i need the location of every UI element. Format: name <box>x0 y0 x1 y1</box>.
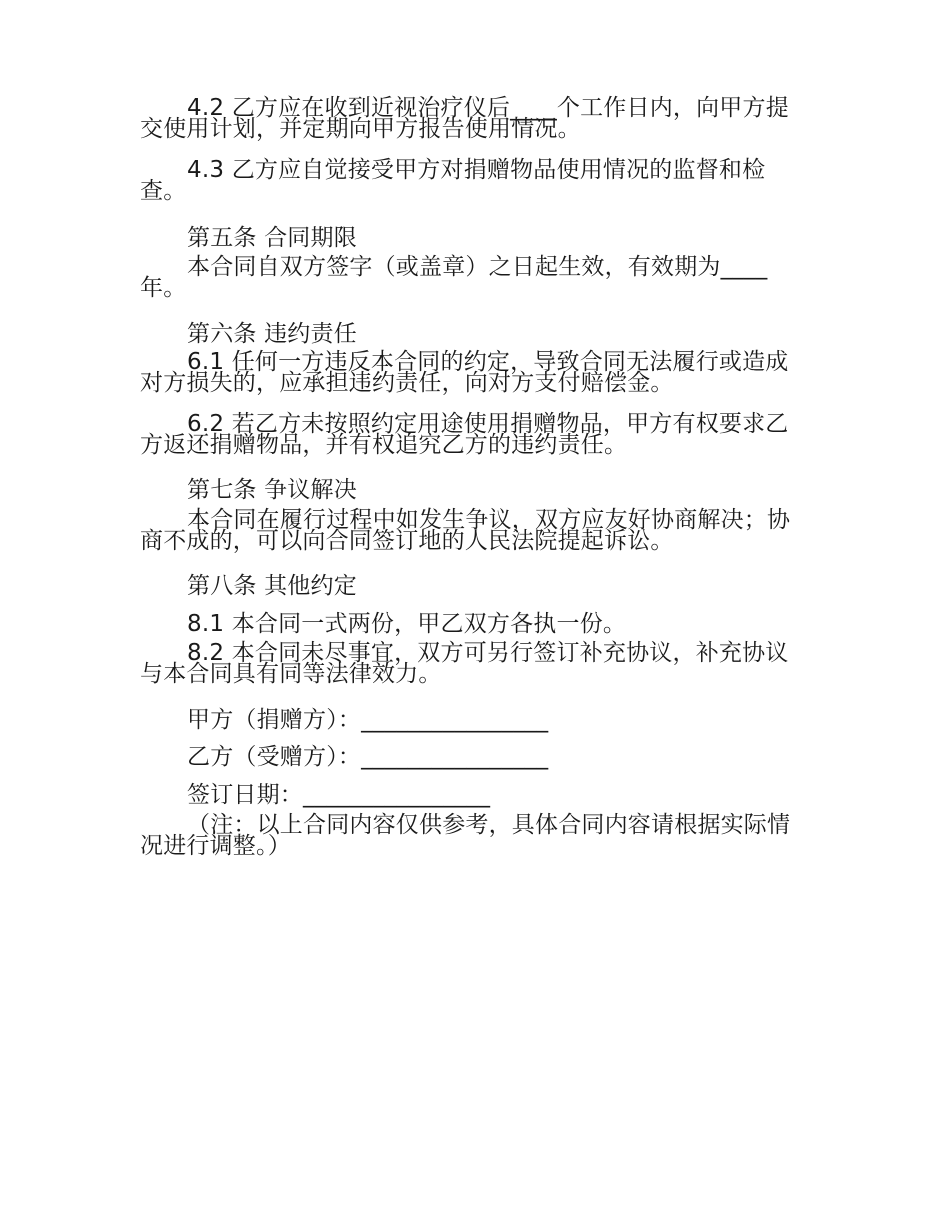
article-8-heading: 第八条 其他约定 <box>187 573 357 599</box>
term-clause: 本合同自双方签字（或盖章）之日起生效，有效期为____年。 <box>140 254 768 301</box>
clause-4-2: 4.2 乙方应在收到近视治疗仪后____个工作日内，向甲方提交使用计划，并定期向甲方报告使用情况。 <box>140 95 789 142</box>
article-6-heading: 第六条 违约责任 <box>187 321 357 347</box>
clause-8-1: 8.1 本合同一式两份，甲乙双方各执一份。 <box>187 611 627 637</box>
party-a-signature-line: 甲方（捐赠方）：________________ <box>187 707 549 733</box>
party-b-signature-line: 乙方（受赠方）：________________ <box>187 744 549 770</box>
clause-6-1: 6.1 任何一方违反本合同的约定，导致合同无法履行或造成对方损失的，应承担违约责任，向对方支付赔偿金。 <box>140 349 789 396</box>
signing-date-line: 签订日期：________________ <box>187 782 491 808</box>
clause-8-2: 8.2 本合同未尽事宜，双方可另行签订补充协议，补充协议与本合同具有同等法律效力。 <box>140 640 789 687</box>
clause-4-3: 4.3 乙方应自觉接受甲方对捐赠物品使用情况的监督和检查。 <box>140 157 766 204</box>
article-5-heading: 第五条 合同期限 <box>187 225 357 251</box>
disclaimer-note: （注：以上合同内容仅供参考，具体合同内容请根据实际情况进行调整。） <box>140 812 791 859</box>
clause-6-2: 6.2 若乙方未按照约定用途使用捐赠物品，甲方有权要求乙方返还捐赠物品，并有权追究乙方的违约责任。 <box>140 411 789 458</box>
dispute-clause: 本合同在履行过程中如发生争议，双方应友好协商解决；协商不成的，可以向合同签订地的人民法院提起诉讼。 <box>140 507 791 554</box>
article-7-heading: 第七条 争议解决 <box>187 477 357 503</box>
